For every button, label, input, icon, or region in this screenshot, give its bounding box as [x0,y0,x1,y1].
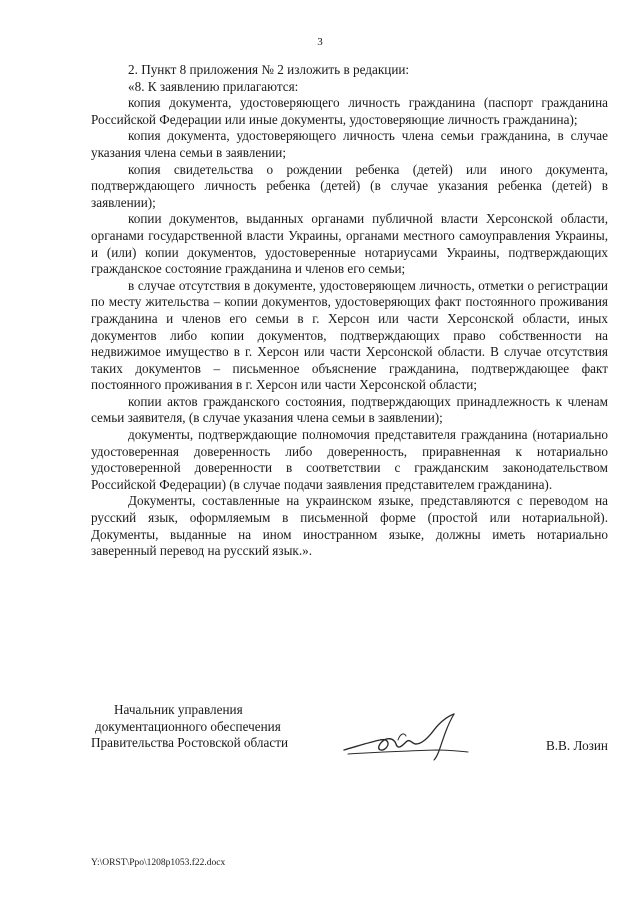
paragraph-ukraine-documents: копии документов, выданных органами публичной власти Херсонской области, органами государственной власти Украины, органами местного самоуправления Украины, и (или) копии документов, удостоверенные нотариусами Украины, подтверждающих гражданское состояние гражданина и членов его семьи; [91,211,608,277]
paragraph-family-member-id: копия документа, удостоверяющего личность члена семьи гражданина, в случае указания члена семьи в заявлении; [91,128,608,160]
signature-block [91,702,608,772]
paragraph-civil-status-acts: копии актов гражданского состояния, подтверждающих принадлежность к членам семьи заявителя, (в случае указания члена семьи в заявлении); [91,393,608,426]
signatory-name: В.В. Лозин [545,738,608,753]
paragraph-residence-proof: в случае отсутствия в документе, удостоверяющем личность, отметки о регистрации по месту жительства – копии документов, удостоверяющих факт постоянного проживания гражданина и членов его семьи в г. Херсон или части Херсонской области, иных документов либо копии документов, подтверждающих право собственности на недвижимое имущество в г. Херсон или части Херсонской области. В случае отсутствия таких документов – письменное объяснение гражданина, подтверждающее факт постоянного проживания в г. Херсон или части Херсонской области; [91,277,608,393]
paragraph-passport-copy: копия документа, удостоверяющего личность гражданина (паспорт гражданина Российской Федерации или иные документы, удостоверяющие личность гражданина); [91,95,608,127]
position-line-2: документационного обеспечения [95,718,281,734]
position-line-3: Правительства Ростовской области [91,735,289,751]
signatory-position [91,702,331,752]
paragraph-birth-certificate: копия свидетельства о рождении ребенка (детей) или иного документа, подтверждающего личность ребенка (детей) (в случае указания ребенка (детей) в заявлении); [91,161,608,210]
page-number: 3 [317,36,323,48]
paragraph-amendment-intro: 2. Пункт 8 приложения № 2 изложить в редакции: [128,62,410,77]
document-body [91,62,608,560]
handwritten-signature [336,710,476,764]
position-line-1: Начальник управления [114,702,243,717]
paragraph-clause-heading: «8. К заявлению прилагаются: [128,78,299,94]
paragraph-representative-powers: документы, подтверждающие полномочия представителя гражданина (нотариально удостоверенная доверенность либо доверенность, приравненная к нотариально удостоверенной доверенности в соответствии с гражданским законодательством Российской Федерации) (в случае подачи заявления представителем гражданина). [91,427,608,492]
paragraph-translation-requirement: Документы, составленные на украинском языке, представляются с переводом на русский язык, оформляемым в письменной форме (простой или нотариальной). Документы, выданные на ином иностранном языке, должны иметь нотариально заверенный перевод на русский язык.». [91,493,608,559]
file-path-footer: Y:\ORST\Ppo\1208p1053.f22.docx [91,858,226,868]
